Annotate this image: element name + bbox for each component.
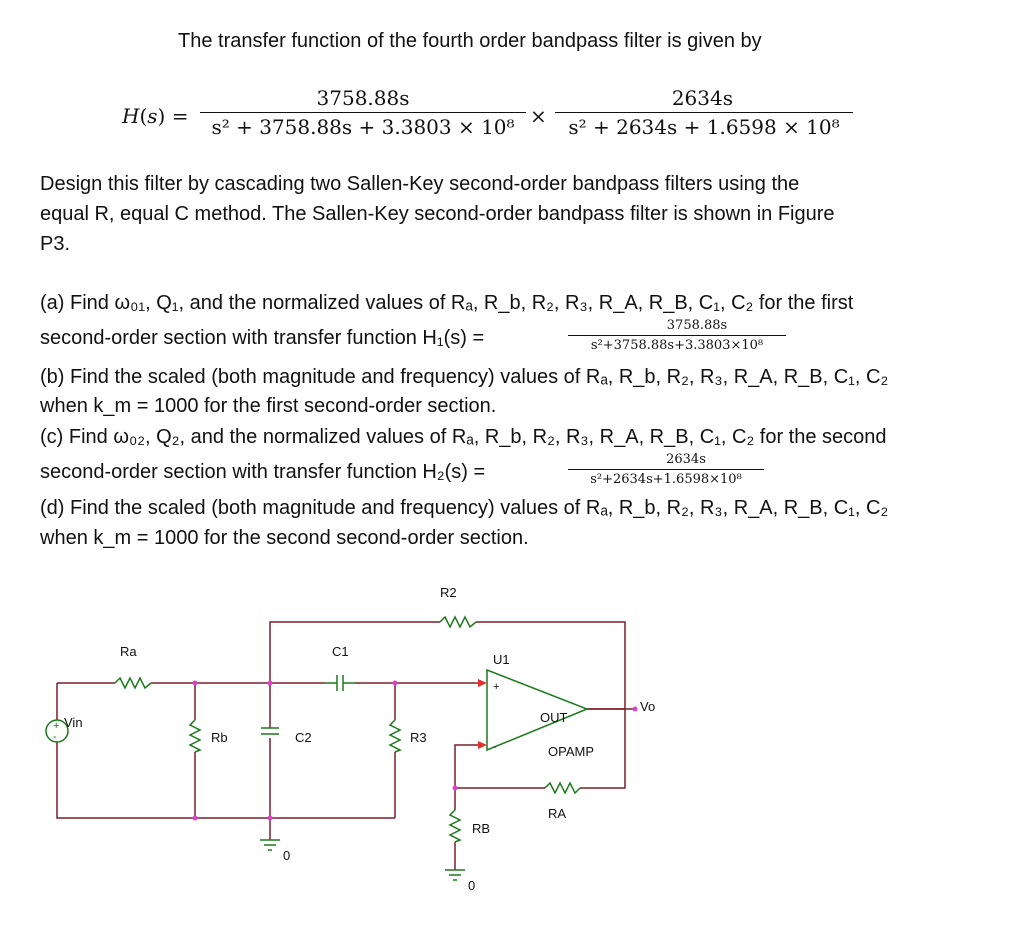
svg-text:-: -	[53, 731, 57, 743]
question-c-fraction	[568, 452, 764, 487]
question-b-line-2: when k_m = 1000 for the first second-order section.	[40, 395, 497, 417]
tf-fraction-2	[555, 86, 853, 139]
question-a-line-1: (a) Find ω₀₁, Q₁, and the normalized values of Rₐ, R_b, R₂, R₃, R_A, R_B, C₁, C₂ for the first	[40, 292, 854, 314]
design-line-3: P3.	[40, 233, 71, 255]
label-ra-feedback: RA	[548, 806, 567, 821]
tf-times: ×	[530, 104, 547, 128]
label-opamp: OPAMP	[548, 744, 594, 759]
ground-symbols	[260, 840, 465, 880]
question-b-line-1: (b) Find the scaled (both magnitude and frequency) values of Rₐ, R_b, R₂, R₃, R_A, R_B, C₁, C₂	[40, 366, 889, 388]
tf-lhs: H(s) =	[122, 104, 189, 128]
label-r2: R2	[440, 585, 457, 600]
sallen-key-circuit	[0, 570, 1024, 926]
question-c-line-1: (c) Find ω₀₂, Q₂, and the normalized values of Rₐ, R_b, R₂, R₃, R_A, R_B, C₁, C₂ for the second	[40, 426, 887, 448]
label-opamp-minus: -	[493, 741, 497, 753]
question-a-frac-den: s²+3758.88s+3.3803×10⁸	[590, 338, 764, 353]
question-a-line-2: second-order section with transfer function H₁(s) =	[40, 327, 485, 349]
question-d-line-2: when k_m = 1000 for the second second-order section.	[40, 527, 529, 549]
label-c1: C1	[332, 644, 349, 659]
tf-frac2-num: 2634s	[671, 86, 733, 110]
design-line-1: Design this filter by cascading two Sallen-Key second-order bandpass filters using the	[40, 173, 800, 195]
label-opamp-plus: +	[493, 681, 500, 693]
resistor-r3	[390, 720, 400, 752]
question-d-line-1: (d) Find the scaled (both magnitude and frequency) values of Rₐ, R_b, R₂, R₃, R_A, R_B, C₁, C₂	[40, 497, 889, 519]
label-c2: C2	[295, 730, 312, 745]
label-rb: Rb	[211, 730, 228, 745]
label-ground-1: 0	[283, 848, 291, 863]
resistor-ra	[115, 678, 151, 688]
resistor-ra-feedback	[545, 783, 580, 793]
tf-frac1-den: s² + 3758.88s + 3.3803 × 10⁸	[211, 115, 515, 139]
tf-frac2-den: s² + 2634s + 1.6598 × 10⁸	[568, 115, 840, 139]
label-vo: Vo	[640, 699, 656, 714]
label-out: OUT	[540, 710, 568, 725]
intro-text: The transfer function of the fourth order bandpass filter is given by	[178, 30, 762, 52]
question-c-frac-num: 2634s	[666, 452, 706, 467]
question-a-frac-num: 3758.88s	[666, 318, 728, 333]
design-line-2: equal R, equal C method. The Sallen-Key second-order bandpass filter is shown in Figure	[40, 203, 835, 225]
capacitors	[261, 675, 355, 734]
label-r3: R3	[410, 730, 427, 745]
label-ra: Ra	[120, 644, 137, 659]
resistor-rb	[190, 720, 200, 752]
resistor-rb-feedback	[450, 810, 460, 842]
resistor-r2	[440, 617, 476, 627]
question-c-line-2: second-order section with transfer function H₂(s) =	[40, 461, 486, 483]
question-c-frac-den: s²+2634s+1.6598×10⁸	[590, 472, 742, 487]
label-rb-feedback: RB	[472, 821, 491, 836]
label-vin: Vin	[64, 715, 83, 730]
label-ground-2: 0	[468, 878, 476, 893]
question-a-fraction	[568, 318, 786, 353]
tf-fraction-1	[200, 86, 526, 139]
label-u1: U1	[493, 652, 510, 667]
svg-text:+: +	[53, 720, 60, 732]
tf-frac1-num: 3758.88s	[316, 86, 410, 110]
